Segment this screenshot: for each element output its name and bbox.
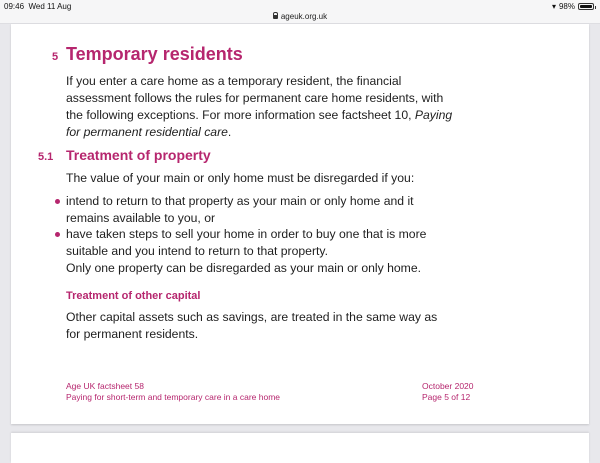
bullet-item: intend to return to that property as your main or only home and it remains available to you, or: [66, 194, 414, 225]
footer-date: October 2020: [422, 381, 474, 391]
status-time: 09:46 Wed 11 Aug: [4, 2, 72, 11]
wifi-icon: ▾: [551, 2, 556, 11]
bullet-item: have taken steps to sell your home in order to buy one that is more suitable and you intend to return to that property.: [66, 227, 427, 258]
battery-icon: [578, 3, 594, 10]
document-page: [11, 24, 589, 424]
status-indicators: [552, 2, 594, 11]
section-number: 5: [52, 51, 59, 63]
url-text: ageuk.org.uk: [280, 12, 328, 21]
other-capital-title: Treatment of other capital: [66, 290, 201, 302]
other-capital-text: Other capital assets such as savings, are treated in the same way as for permanent residents.: [66, 310, 438, 341]
status-bar: [0, 0, 600, 24]
section-title: Temporary residents: [66, 44, 243, 64]
subsection-title: Treatment of property: [66, 147, 211, 163]
footer-left: [66, 381, 280, 403]
battery-percent: 98%: [558, 2, 575, 11]
footer-factsheet-number: Age UK factsheet 58: [66, 381, 144, 391]
subsection-number: 5.1: [38, 151, 54, 163]
bullet-icon: [55, 199, 60, 204]
bullet-icon: [55, 232, 60, 237]
footer-factsheet-title: Paying for short-term and temporary care in a care home: [66, 392, 281, 402]
footer-right: [422, 381, 474, 403]
section-intro: If you enter a care home as a temporary resident, the financial assessment follows the rules for permanent care home residents, with the following exceptions. For more information see factsheet 10, Paying for permanent residential care.: [66, 74, 453, 139]
subsection-note: Only one property can be disregarded as your main or only home.: [66, 261, 421, 275]
subsection-lead: The value of your main or only home must be disregarded if you:: [66, 171, 415, 185]
lock-icon: [273, 15, 278, 19]
address-bar[interactable]: [0, 12, 600, 21]
footer-page-number: Page 5 of 12: [422, 392, 471, 402]
factsheet-reference: Paying for permanent residential care: [66, 108, 453, 139]
next-page: [11, 433, 589, 463]
